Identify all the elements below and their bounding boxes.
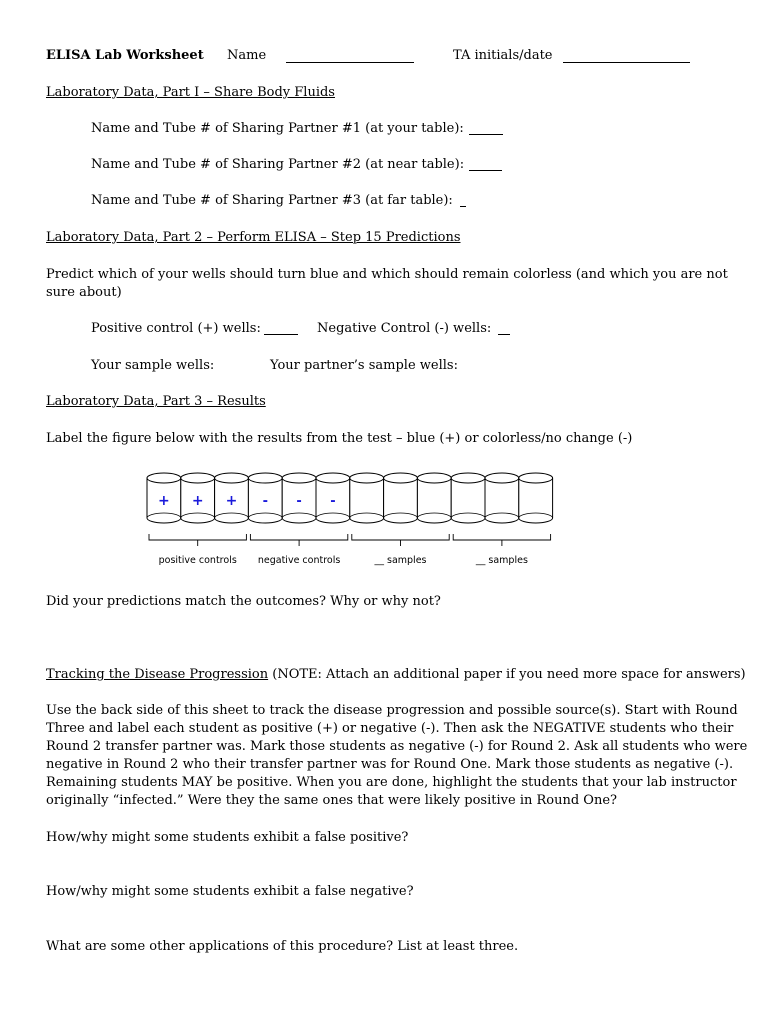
group-bracket bbox=[250, 534, 347, 546]
tracking-note: (NOTE: Attach an additional paper if you need more space for answers) bbox=[268, 667, 746, 682]
group-label: __ samples bbox=[374, 555, 427, 566]
part2-heading: Laboratory Data, Part 2 – Perform ELISA – Step 15 Predictions bbox=[46, 230, 461, 245]
tracking-paragraph-line: Remaining students MAY be positive. When you are done, highlight the students that your lab instructor bbox=[46, 775, 737, 790]
well-result-mark: + bbox=[191, 493, 204, 509]
worksheet-title: ELISA Lab Worksheet bbox=[46, 48, 204, 63]
well-8 bbox=[384, 473, 418, 523]
tracking-heading-line bbox=[46, 666, 746, 683]
part3-heading: Laboratory Data, Part 3 – Results bbox=[46, 394, 266, 409]
predict-instruction-line1: Predict which of your wells should turn blue and which should remain colorless (and which you are not bbox=[46, 267, 728, 282]
ta-initials-field[interactable] bbox=[563, 50, 690, 63]
false-negative-question: How/why might some students exhibit a false negative? bbox=[46, 884, 414, 899]
well-4 bbox=[248, 473, 282, 523]
tracking-heading: Tracking the Disease Progression bbox=[46, 667, 269, 682]
predictions-question: Did your predictions match the outcomes? Why or why not? bbox=[46, 594, 441, 609]
predict-instruction-line2: sure about) bbox=[46, 285, 122, 300]
positive-control-label: Positive control (+) wells: bbox=[91, 321, 261, 336]
well-result-mark: - bbox=[262, 494, 269, 509]
tracking-paragraph-line: Round 2 transfer partner was. Mark those students as negative (-) for Round 2. Ask all students who were bbox=[46, 739, 748, 754]
tracking-paragraph-line: negative in Round 2 who their transfer partner was for Round One. Mark those students as negative (-). bbox=[46, 757, 734, 772]
well-5 bbox=[282, 473, 316, 523]
partner1-field[interactable] bbox=[469, 122, 503, 135]
well-11 bbox=[485, 473, 519, 523]
tracking-paragraph-line: Use the back side of this sheet to track the disease progression and possible source(s). Start with Round bbox=[46, 703, 738, 718]
group-label: positive controls bbox=[158, 555, 237, 566]
group-label: negative controls bbox=[257, 555, 341, 566]
well-6 bbox=[316, 473, 350, 523]
positive-control-field[interactable] bbox=[264, 322, 298, 335]
well-strip-figure bbox=[140, 468, 570, 578]
partner1-label: Name and Tube # of Sharing Partner #1 (at your table): bbox=[91, 121, 464, 136]
your-sample-label: Your sample wells: bbox=[91, 358, 215, 373]
well-7 bbox=[350, 473, 384, 523]
well-result-mark: - bbox=[296, 494, 302, 509]
partner-sample-label: Your partner’s sample wells: bbox=[270, 358, 458, 373]
name-label: Name bbox=[227, 48, 267, 63]
well-3 bbox=[215, 473, 249, 523]
results-instruction: Label the figure below with the results from the test – blue (+) or colorless/no change (-) bbox=[46, 431, 633, 446]
well-result-mark: + bbox=[158, 493, 170, 509]
false-positive-question: How/why might some students exhibit a false positive? bbox=[46, 830, 409, 845]
name-field[interactable] bbox=[286, 50, 414, 63]
part1-heading: Laboratory Data, Part I – Share Body Fluids bbox=[46, 85, 335, 100]
ta-initials-label: TA initials/date bbox=[453, 48, 553, 63]
well-result-mark: - bbox=[330, 494, 336, 509]
group-bracket bbox=[352, 534, 449, 546]
negative-control-field[interactable] bbox=[498, 322, 510, 335]
tracking-paragraph-line: originally “infected.” Were they the same ones that were likely positive in Round One? bbox=[46, 793, 617, 808]
group-label: __ samples bbox=[475, 555, 528, 566]
partner2-field[interactable] bbox=[469, 158, 502, 171]
well-9 bbox=[417, 473, 451, 523]
negative-control-label: Negative Control (-) wells: bbox=[317, 321, 492, 336]
partner2-label: Name and Tube # of Sharing Partner #2 (at near table): bbox=[91, 157, 465, 172]
group-bracket bbox=[453, 534, 550, 546]
well-2 bbox=[181, 473, 215, 523]
well-10 bbox=[451, 473, 485, 523]
well-1 bbox=[147, 473, 181, 523]
partner3-label: Name and Tube # of Sharing Partner #3 (at far table): bbox=[91, 193, 453, 208]
well-12 bbox=[519, 473, 553, 523]
applications-question: What are some other applications of this procedure? List at least three. bbox=[46, 939, 519, 954]
tracking-paragraph-line: Three and label each student as positive (+) or negative (-). Then ask the NEGATIVE students who their bbox=[46, 721, 734, 736]
well-result-mark: + bbox=[225, 493, 238, 509]
group-bracket bbox=[149, 534, 246, 546]
partner3-field[interactable] bbox=[460, 194, 466, 207]
